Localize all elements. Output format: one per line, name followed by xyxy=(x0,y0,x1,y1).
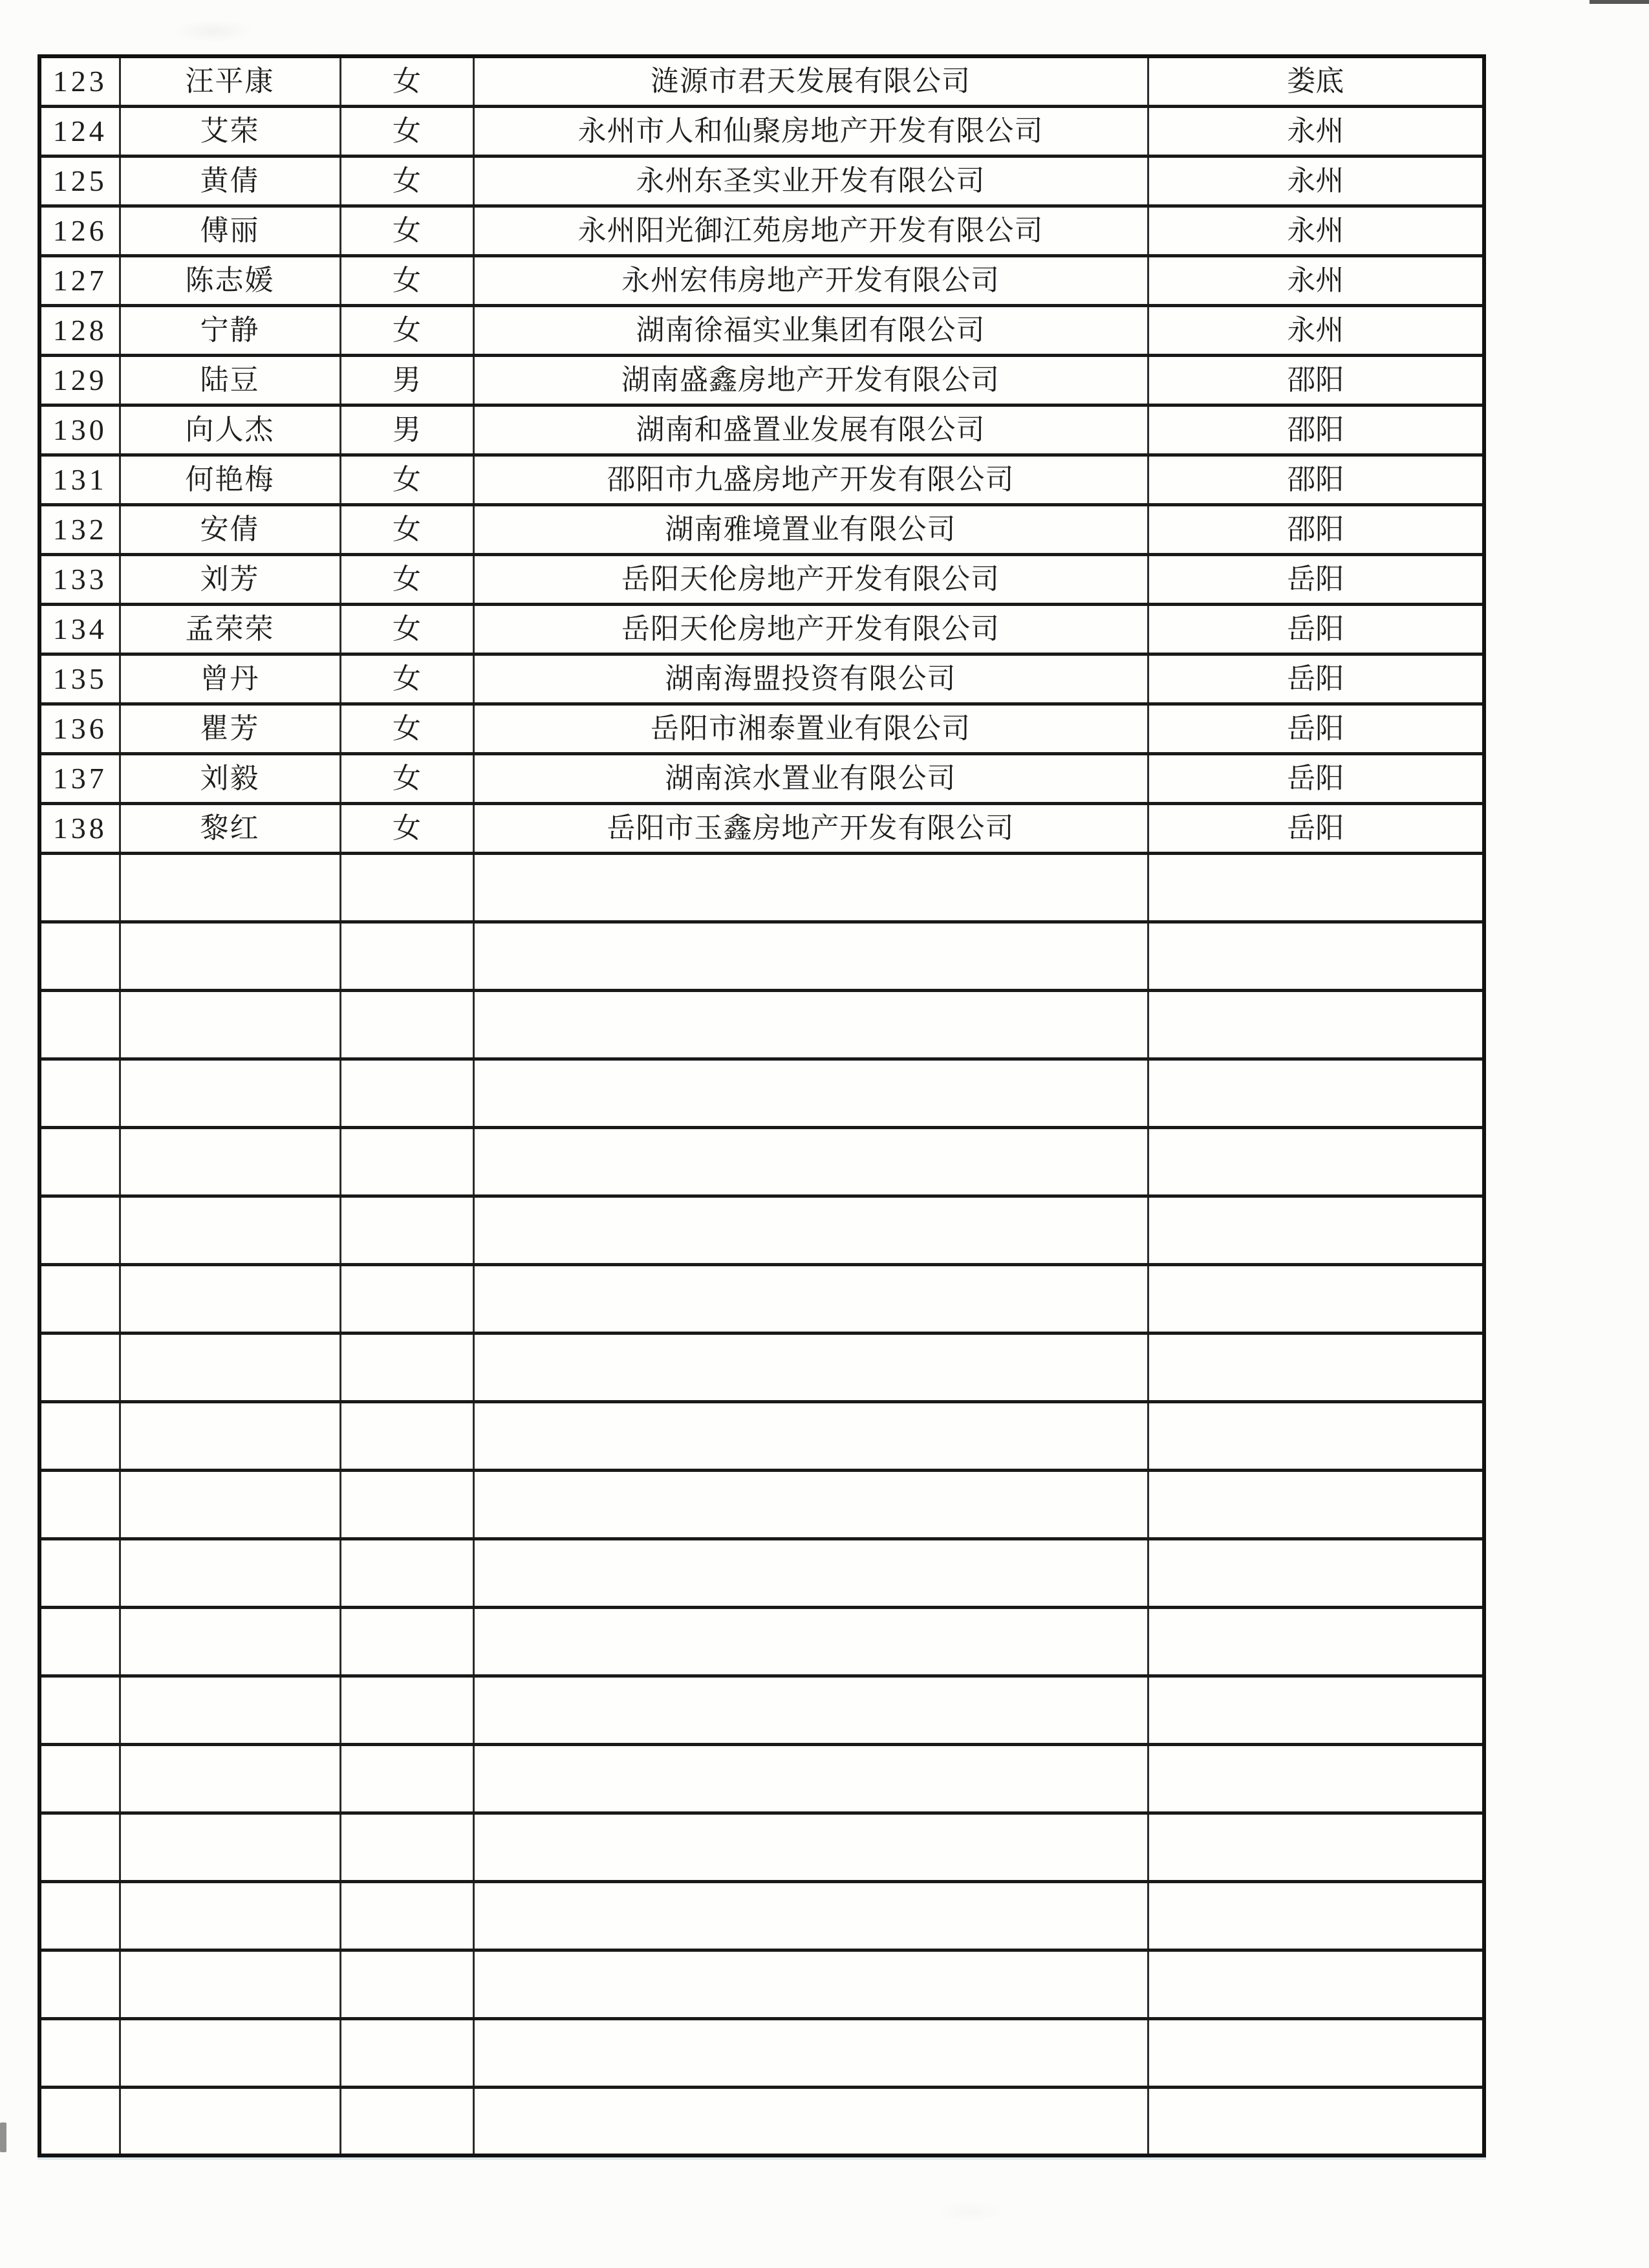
cell-name: 汪平康 xyxy=(120,56,340,106)
cell-empty xyxy=(120,1127,340,1196)
cell-empty xyxy=(120,990,340,1059)
empty-table-row xyxy=(39,922,1484,990)
cell-empty xyxy=(340,1676,473,1744)
cell-name: 黎红 xyxy=(120,803,340,853)
cell-empty xyxy=(1148,1127,1484,1196)
cell-gender: 男 xyxy=(340,405,473,455)
cell-empty xyxy=(39,1059,120,1127)
cell-empty xyxy=(1148,1264,1484,1333)
table-row xyxy=(39,554,1484,604)
cell-company: 岳阳天伦房地产开发有限公司 xyxy=(473,604,1148,654)
cell-empty xyxy=(39,1539,120,1607)
cell-city: 岳阳 xyxy=(1148,654,1484,704)
cell-number: 130 xyxy=(39,405,120,455)
cell-name: 宁静 xyxy=(120,305,340,355)
cell-empty xyxy=(120,922,340,990)
cell-company: 湖南徐福实业集团有限公司 xyxy=(473,305,1148,355)
cell-gender: 女 xyxy=(340,604,473,654)
cell-gender: 女 xyxy=(340,305,473,355)
cell-empty xyxy=(340,1744,473,1813)
cell-city: 永州 xyxy=(1148,305,1484,355)
cell-city: 岳阳 xyxy=(1148,803,1484,853)
empty-table-row xyxy=(39,1127,1484,1196)
table-body xyxy=(39,56,1484,2155)
cell-city: 岳阳 xyxy=(1148,704,1484,753)
cell-empty xyxy=(120,1470,340,1539)
empty-table-row xyxy=(39,1333,1484,1401)
cell-empty xyxy=(120,1676,340,1744)
cell-gender: 女 xyxy=(340,654,473,704)
cell-name: 向人杰 xyxy=(120,405,340,455)
cell-empty xyxy=(1148,922,1484,990)
cell-company: 永州宏伟房地产开发有限公司 xyxy=(473,255,1148,305)
cell-company: 岳阳天伦房地产开发有限公司 xyxy=(473,554,1148,604)
cell-empty xyxy=(1148,1950,1484,2018)
cell-empty xyxy=(120,853,340,922)
applicant-table xyxy=(38,54,1486,2157)
cell-company: 湖南和盛置业发展有限公司 xyxy=(473,405,1148,455)
empty-table-row xyxy=(39,1470,1484,1539)
table-row xyxy=(39,753,1484,803)
cell-empty xyxy=(340,1401,473,1470)
cell-gender: 女 xyxy=(340,255,473,305)
cell-name: 陆豆 xyxy=(120,355,340,405)
cell-gender: 女 xyxy=(340,106,473,156)
cell-empty xyxy=(120,1264,340,1333)
cell-gender: 女 xyxy=(340,156,473,206)
empty-table-row xyxy=(39,1539,1484,1607)
empty-table-row xyxy=(39,2087,1484,2155)
cell-company: 岳阳市玉鑫房地产开发有限公司 xyxy=(473,803,1148,853)
cell-number: 132 xyxy=(39,504,120,554)
empty-table-row xyxy=(39,1196,1484,1264)
cell-company: 邵阳市九盛房地产开发有限公司 xyxy=(473,455,1148,504)
cell-company: 永州市人和仙聚房地产开发有限公司 xyxy=(473,106,1148,156)
cell-empty xyxy=(1148,1607,1484,1676)
cell-empty xyxy=(39,1744,120,1813)
cell-empty xyxy=(473,1333,1148,1401)
table-row xyxy=(39,305,1484,355)
cell-empty xyxy=(340,1470,473,1539)
cell-number: 135 xyxy=(39,654,120,704)
cell-empty xyxy=(340,1813,473,1881)
cell-company: 湖南雅境置业有限公司 xyxy=(473,504,1148,554)
table-row xyxy=(39,355,1484,405)
cell-empty xyxy=(340,1539,473,1607)
cell-empty xyxy=(473,1950,1148,2018)
table-row xyxy=(39,803,1484,853)
cell-empty xyxy=(120,2018,340,2087)
cell-empty xyxy=(39,922,120,990)
cell-city: 岳阳 xyxy=(1148,753,1484,803)
cell-gender: 女 xyxy=(340,56,473,106)
cell-number: 136 xyxy=(39,704,120,753)
cell-number: 125 xyxy=(39,156,120,206)
cell-gender: 女 xyxy=(340,504,473,554)
cell-empty xyxy=(473,1127,1148,1196)
cell-empty xyxy=(120,1196,340,1264)
empty-table-row xyxy=(39,1607,1484,1676)
cell-number: 124 xyxy=(39,106,120,156)
cell-empty xyxy=(1148,1401,1484,1470)
cell-empty xyxy=(120,1744,340,1813)
cell-empty xyxy=(340,1950,473,2018)
scan-edge-artifact xyxy=(1590,0,1649,4)
cell-company: 湖南盛鑫房地产开发有限公司 xyxy=(473,355,1148,405)
empty-table-row xyxy=(39,1950,1484,2018)
cell-name: 何艳梅 xyxy=(120,455,340,504)
empty-table-row xyxy=(39,2018,1484,2087)
cell-empty xyxy=(1148,1881,1484,1950)
cell-empty xyxy=(340,2018,473,2087)
cell-empty xyxy=(39,1401,120,1470)
table-row xyxy=(39,405,1484,455)
cell-number: 137 xyxy=(39,753,120,803)
cell-empty xyxy=(120,1950,340,2018)
table-row xyxy=(39,455,1484,504)
cell-number: 138 xyxy=(39,803,120,853)
cell-city: 娄底 xyxy=(1148,56,1484,106)
cell-empty xyxy=(340,1881,473,1950)
cell-empty xyxy=(120,2087,340,2155)
cell-empty xyxy=(120,1813,340,1881)
empty-table-row xyxy=(39,990,1484,1059)
cell-empty xyxy=(473,1676,1148,1744)
cell-empty xyxy=(340,922,473,990)
cell-city: 邵阳 xyxy=(1148,405,1484,455)
cell-name: 曾丹 xyxy=(120,654,340,704)
table-row xyxy=(39,156,1484,206)
cell-name: 刘毅 xyxy=(120,753,340,803)
scan-edge-artifact xyxy=(0,2122,6,2152)
cell-company: 湖南滨水置业有限公司 xyxy=(473,753,1148,803)
cell-empty xyxy=(39,2018,120,2087)
cell-empty xyxy=(473,1196,1148,1264)
table-row xyxy=(39,206,1484,255)
cell-empty xyxy=(120,1059,340,1127)
cell-empty xyxy=(39,1127,120,1196)
cell-empty xyxy=(1148,1470,1484,1539)
cell-city: 永州 xyxy=(1148,255,1484,305)
cell-number: 133 xyxy=(39,554,120,604)
cell-empty xyxy=(39,1607,120,1676)
cell-number: 127 xyxy=(39,255,120,305)
cell-name: 傅丽 xyxy=(120,206,340,255)
cell-city: 岳阳 xyxy=(1148,604,1484,654)
cell-empty xyxy=(39,2087,120,2155)
cell-empty xyxy=(473,1813,1148,1881)
empty-table-row xyxy=(39,1059,1484,1127)
cell-company: 岳阳市湘泰置业有限公司 xyxy=(473,704,1148,753)
cell-empty xyxy=(473,853,1148,922)
cell-gender: 女 xyxy=(340,753,473,803)
cell-empty xyxy=(340,1607,473,1676)
cell-empty xyxy=(340,1196,473,1264)
cell-empty xyxy=(1148,1196,1484,1264)
cell-empty xyxy=(39,990,120,1059)
cell-number: 128 xyxy=(39,305,120,355)
cell-empty xyxy=(473,1401,1148,1470)
cell-empty xyxy=(120,1881,340,1950)
table-row xyxy=(39,255,1484,305)
cell-empty xyxy=(340,1333,473,1401)
cell-empty xyxy=(39,1881,120,1950)
cell-name: 黄倩 xyxy=(120,156,340,206)
cell-empty xyxy=(340,853,473,922)
cell-empty xyxy=(39,1470,120,1539)
cell-empty xyxy=(39,1264,120,1333)
cell-empty xyxy=(473,1470,1148,1539)
cell-empty xyxy=(340,1059,473,1127)
cell-empty xyxy=(340,2087,473,2155)
empty-table-row xyxy=(39,1264,1484,1333)
cell-name: 孟荣荣 xyxy=(120,604,340,654)
cell-empty xyxy=(1148,1744,1484,1813)
cell-company: 涟源市君天发展有限公司 xyxy=(473,56,1148,106)
cell-number: 134 xyxy=(39,604,120,654)
empty-table-row xyxy=(39,853,1484,922)
cell-empty xyxy=(1148,2018,1484,2087)
table-row xyxy=(39,654,1484,704)
table-row xyxy=(39,56,1484,106)
cell-empty xyxy=(340,1264,473,1333)
table-row xyxy=(39,704,1484,753)
cell-empty xyxy=(1148,1539,1484,1607)
cell-empty xyxy=(473,1059,1148,1127)
cell-name: 艾荣 xyxy=(120,106,340,156)
cell-empty xyxy=(1148,990,1484,1059)
cell-gender: 女 xyxy=(340,206,473,255)
cell-empty xyxy=(473,2087,1148,2155)
cell-empty xyxy=(120,1401,340,1470)
cell-gender: 女 xyxy=(340,554,473,604)
cell-gender: 女 xyxy=(340,803,473,853)
cell-name: 陈志媛 xyxy=(120,255,340,305)
cell-name: 安倩 xyxy=(120,504,340,554)
cell-empty xyxy=(1148,1333,1484,1401)
table-row xyxy=(39,106,1484,156)
cell-company: 永州东圣实业开发有限公司 xyxy=(473,156,1148,206)
cell-city: 邵阳 xyxy=(1148,504,1484,554)
cell-empty xyxy=(473,922,1148,990)
cell-empty xyxy=(340,1127,473,1196)
cell-empty xyxy=(1148,853,1484,922)
cell-empty xyxy=(1148,1059,1484,1127)
cell-empty xyxy=(1148,1676,1484,1744)
cell-empty xyxy=(473,1881,1148,1950)
cell-number: 129 xyxy=(39,355,120,405)
cell-empty xyxy=(39,1950,120,2018)
cell-empty xyxy=(473,1744,1148,1813)
cell-number: 131 xyxy=(39,455,120,504)
cell-empty xyxy=(39,853,120,922)
cell-empty xyxy=(1148,1813,1484,1881)
cell-empty xyxy=(39,1196,120,1264)
table-row xyxy=(39,504,1484,554)
cell-empty xyxy=(473,2018,1148,2087)
cell-name: 瞿芳 xyxy=(120,704,340,753)
table-row xyxy=(39,604,1484,654)
cell-company: 湖南海盟投资有限公司 xyxy=(473,654,1148,704)
cell-city: 永州 xyxy=(1148,106,1484,156)
empty-table-row xyxy=(39,1401,1484,1470)
cell-empty xyxy=(39,1813,120,1881)
cell-number: 123 xyxy=(39,56,120,106)
cell-city: 邵阳 xyxy=(1148,455,1484,504)
cell-empty xyxy=(473,1607,1148,1676)
empty-table-row xyxy=(39,1744,1484,1813)
cell-empty xyxy=(473,1264,1148,1333)
empty-table-row xyxy=(39,1813,1484,1881)
cell-city: 永州 xyxy=(1148,206,1484,255)
cell-empty xyxy=(120,1539,340,1607)
empty-table-row xyxy=(39,1881,1484,1950)
cell-empty xyxy=(473,990,1148,1059)
cell-name: 刘芳 xyxy=(120,554,340,604)
cell-number: 126 xyxy=(39,206,120,255)
empty-table-row xyxy=(39,1676,1484,1744)
cell-city: 永州 xyxy=(1148,156,1484,206)
cell-gender: 女 xyxy=(340,704,473,753)
cell-city: 邵阳 xyxy=(1148,355,1484,405)
cell-empty xyxy=(1148,2087,1484,2155)
cell-empty xyxy=(340,990,473,1059)
cell-empty xyxy=(39,1676,120,1744)
cell-empty xyxy=(120,1333,340,1401)
cell-empty xyxy=(473,1539,1148,1607)
cell-city: 岳阳 xyxy=(1148,554,1484,604)
cell-gender: 女 xyxy=(340,455,473,504)
cell-gender: 男 xyxy=(340,355,473,405)
cell-empty xyxy=(120,1607,340,1676)
cell-empty xyxy=(39,1333,120,1401)
cell-company: 永州阳光御江苑房地产开发有限公司 xyxy=(473,206,1148,255)
